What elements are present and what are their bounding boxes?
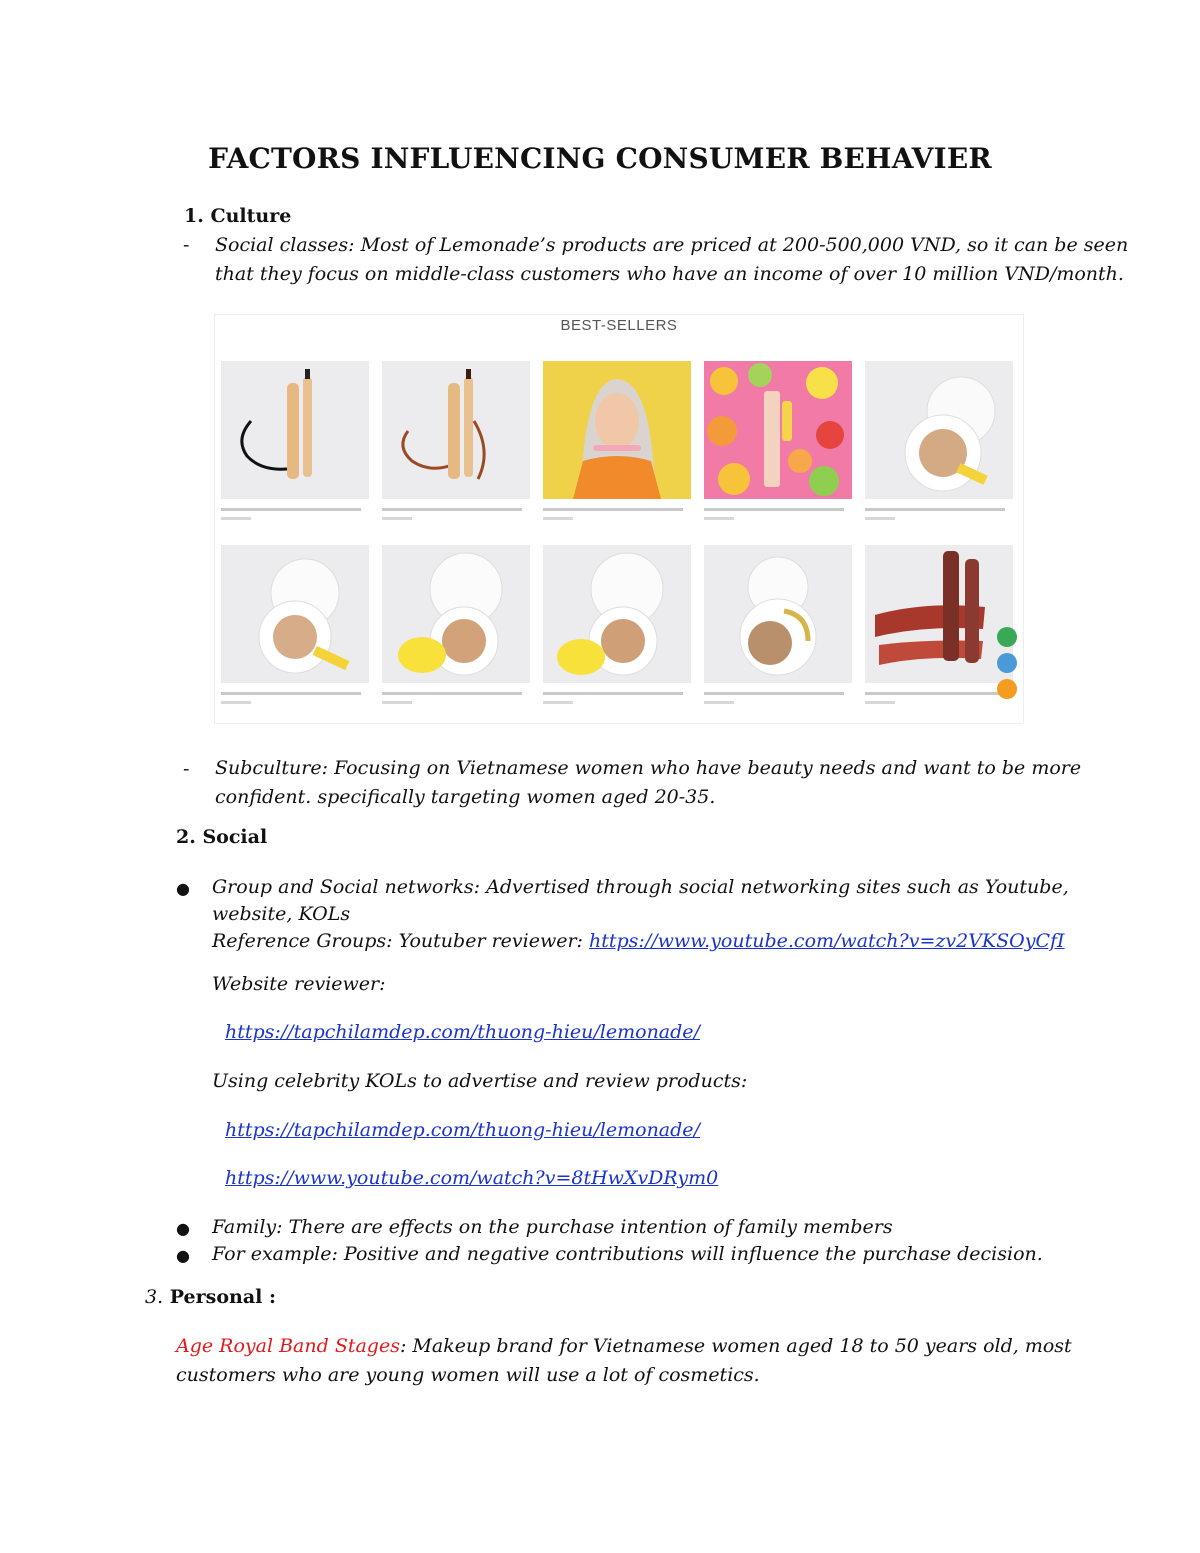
- section-heading-personal: [145, 1286, 276, 1308]
- product-card: [865, 545, 1013, 704]
- personal-heading-text: Personal :: [163, 1286, 276, 1308]
- cushion-natural-image: [221, 545, 369, 683]
- section-heading-culture: 1. Culture: [184, 205, 292, 227]
- page-title: FACTORS INFLUENCING CONSUMER BEHAVIER: [208, 142, 992, 175]
- best-sellers-title: BEST-SELLERS: [560, 317, 678, 334]
- lip-gloss-candy-image: [704, 361, 852, 499]
- celebrity-kols-label: Using celebrity KOLs to advertise and review products:: [212, 1070, 748, 1092]
- age-stages-line-1: [176, 1332, 1072, 1361]
- product-card: [704, 361, 852, 520]
- product-card: [382, 361, 530, 520]
- product-card: [221, 545, 369, 704]
- dash-marker: -: [183, 758, 190, 780]
- product-card: [382, 545, 530, 704]
- dash-marker: -: [183, 234, 190, 256]
- celebrity-link-line-1: [225, 1116, 700, 1145]
- reference-groups-line: [212, 927, 1065, 956]
- mail-icon[interactable]: [997, 653, 1017, 673]
- celebrity-kol-link-2[interactable]: https://www.youtube.com/watch?v=8tHwXvDRym0: [225, 1167, 719, 1189]
- website-reviewer-line: [225, 1018, 700, 1047]
- eyeliner-brown-image: [382, 361, 530, 499]
- product-card: [543, 361, 691, 520]
- location-icon[interactable]: [997, 679, 1017, 699]
- youtube-reviewer-link[interactable]: https://www.youtube.com/watch?v=zv2VKSOyCfI: [589, 930, 1065, 952]
- social-classes-line-2: that they focus on middle-class customers who have an income of over 10 million VND/month.: [215, 263, 1124, 285]
- celebrity-kol-link-1[interactable]: https://tapchilamdep.com/thuong-hieu/lemonade/: [225, 1119, 700, 1141]
- model-photo-image: [543, 361, 691, 499]
- bullet-marker: ●: [176, 879, 190, 898]
- phone-icon[interactable]: [997, 627, 1017, 647]
- product-card: [865, 361, 1013, 520]
- age-stages-text: : Makeup brand for Vietnamese women aged 18 to 50 years old, most: [399, 1335, 1072, 1357]
- cushion-yellow-image-2: [543, 545, 691, 683]
- bullet-marker: ●: [176, 1246, 190, 1265]
- product-card: [543, 545, 691, 704]
- section-heading-social: 2. Social: [176, 826, 268, 848]
- bullet-marker: ●: [176, 1219, 190, 1238]
- subculture-line-2: confident. specifically targeting women aged 20-35.: [215, 786, 716, 808]
- product-card: [704, 545, 852, 704]
- family-line: Family: There are effects on the purchase intention of family members: [212, 1216, 893, 1238]
- reference-groups-label: Reference Groups: Youtuber reviewer:: [212, 930, 589, 952]
- website-reviewer-label: Website reviewer:: [212, 973, 386, 995]
- age-stages-line-2: customers who are young women will use a lot of cosmetics.: [176, 1364, 760, 1386]
- social-classes-line-1: Social classes: Most of Lemonade’s products are priced at 200-500,000 VND, so it can be seen: [215, 234, 1129, 256]
- super-matte-cushion-image: [704, 545, 852, 683]
- subculture-line-1: Subculture: Focusing on Vietnamese women who have beauty needs and want to be more: [215, 757, 1082, 779]
- groups-line-2: website, KOLs: [212, 903, 351, 925]
- eyeliner-black-image: [221, 361, 369, 499]
- example-line: For example: Positive and negative contributions will influence the purchase decision.: [212, 1243, 1043, 1265]
- cushion-yellow-image: [382, 545, 530, 683]
- age-stages-label: Age Royal Band Stages: [176, 1335, 400, 1357]
- lipstick-red-image: [865, 545, 1013, 683]
- website-reviewer-link[interactable]: https://tapchilamdep.com/thuong-hieu/lemonade/: [225, 1021, 700, 1043]
- celebrity-link-line-2: [225, 1164, 718, 1193]
- personal-heading-number: 3.: [145, 1286, 164, 1308]
- cushion-compact-image: [865, 361, 1013, 499]
- groups-line-1: Group and Social networks: Advertised through social networking sites such as Youtube,: [212, 876, 1069, 898]
- best-sellers-image: [214, 314, 1024, 724]
- product-card: [221, 361, 369, 520]
